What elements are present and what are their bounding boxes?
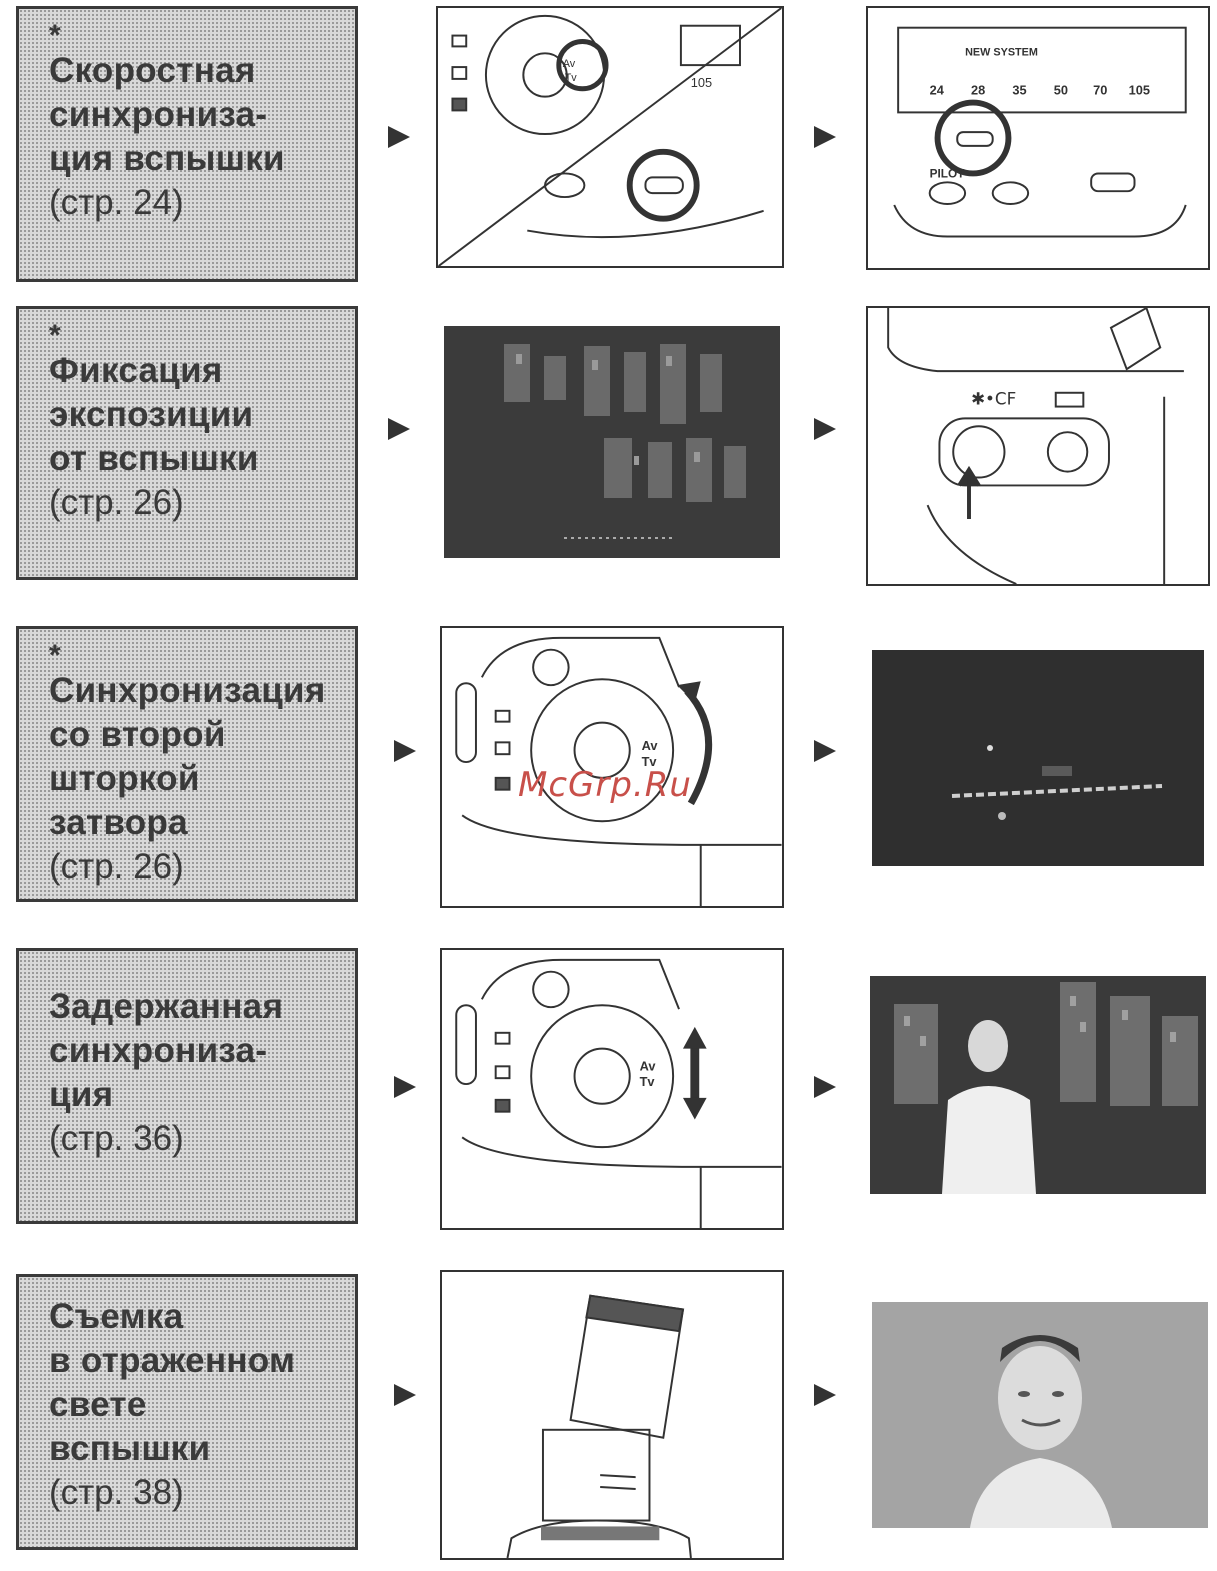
tilted-flash-illustration <box>440 1270 784 1560</box>
zoom-value-label: 70 <box>1093 82 1108 98</box>
watermark: McGrp.Ru <box>518 765 692 805</box>
zoom-value-label: 35 <box>1012 82 1027 98</box>
star-marker: * <box>49 639 61 672</box>
night-scene-photo <box>872 650 1204 866</box>
feature-title: Скоростная синхрониза- ция вспышки <box>49 51 285 178</box>
viewfinder-photo <box>444 326 780 558</box>
new-system-label: NEW SYSTEM <box>965 46 1038 59</box>
arrow-right-icon <box>394 1384 416 1406</box>
label-box <box>16 1274 358 1550</box>
arrow-right-icon <box>814 418 836 440</box>
dial-tv-label: Tv <box>641 754 657 770</box>
label-box <box>16 948 358 1224</box>
arrow-right-icon <box>394 1076 416 1098</box>
label-box <box>16 6 358 282</box>
arrow-right-icon <box>388 418 410 440</box>
star-marker: * <box>49 19 61 52</box>
zoom-value-label: 24 <box>929 82 944 98</box>
dial-av-label: Av <box>562 58 576 71</box>
pilot-label: PILOT <box>929 166 965 181</box>
page-reference: (стр. 36) <box>49 1119 184 1158</box>
zoom-105-label: 105 <box>690 74 713 90</box>
label-box <box>16 626 358 902</box>
zoom-value-label: 50 <box>1053 82 1068 98</box>
arrow-right-icon <box>814 126 836 148</box>
fel-button-illustration <box>866 306 1210 586</box>
zoom-value-label: 28 <box>971 82 986 98</box>
arrow-right-icon <box>394 740 416 762</box>
camera-dial-and-flash-switch-illustration <box>436 6 784 268</box>
arrow-right-icon <box>388 126 410 148</box>
page-reference: (стр. 24) <box>49 183 184 222</box>
star-marker: * <box>49 319 61 352</box>
dial-tv-label: Tv <box>639 1074 655 1090</box>
arrow-right-icon <box>814 1076 836 1098</box>
page-reference: (стр. 26) <box>49 483 184 522</box>
feature-title: Синхронизация со второй шторкой затвора <box>49 671 326 842</box>
dial-av-label: Av <box>641 738 658 754</box>
feature-title: Задержанная синхрониза- ция <box>49 987 284 1114</box>
bounce-portrait-photo <box>872 1302 1208 1528</box>
flash-back-panel-illustration <box>866 6 1210 270</box>
mode-dial-illustration <box>440 948 784 1230</box>
arrow-right-icon <box>814 1384 836 1406</box>
dial-av-label: Av <box>639 1058 656 1074</box>
label-box <box>16 306 358 580</box>
dial-tv-label: Tv <box>564 71 577 84</box>
feature-title: Съемка в отраженном свете вспышки <box>49 1297 296 1468</box>
arrow-right-icon <box>814 740 836 762</box>
fel-button-label: ✱•CF <box>970 388 1017 409</box>
feature-title: Фиксация экспозиции от вспышки <box>49 351 259 478</box>
page-reference: (стр. 38) <box>49 1473 184 1512</box>
page-reference: (стр. 26) <box>49 847 184 886</box>
portrait-night-photo <box>870 976 1206 1194</box>
zoom-value-label: 105 <box>1128 82 1150 98</box>
